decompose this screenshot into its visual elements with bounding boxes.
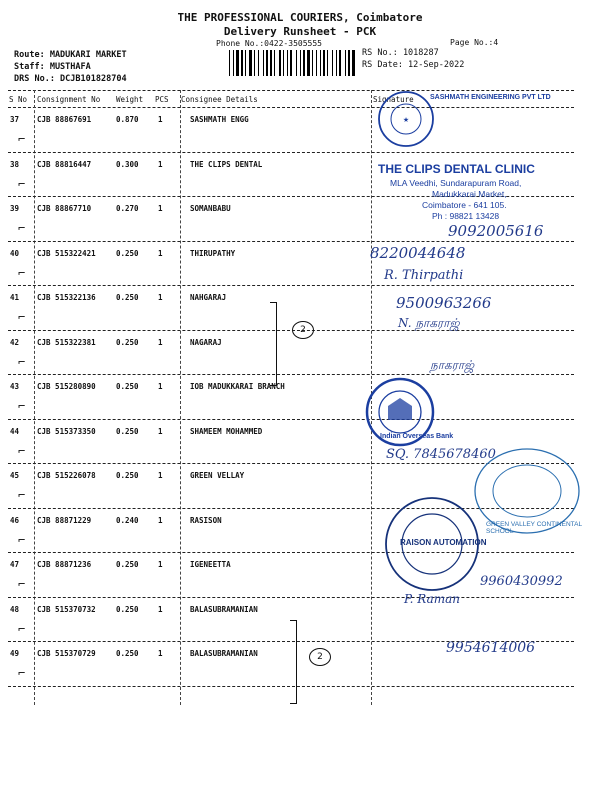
- row-consignee: THIRUPATHY: [190, 248, 236, 258]
- check-mark: ⌐: [18, 621, 26, 636]
- clinic-stamp-phone: Ph : 98821 13428: [432, 211, 500, 221]
- rs-date: RS Date: 12-Sep-2022: [362, 60, 465, 70]
- col-divider: [34, 90, 35, 705]
- barcode: [229, 50, 355, 76]
- row-divider: [8, 374, 574, 375]
- row-pcs: 1: [158, 293, 163, 302]
- row-sno: 48: [10, 604, 20, 614]
- check-mark: ⌐: [18, 310, 26, 324]
- col-header-weight: Weight: [116, 95, 144, 104]
- row-consignee: SOMANBABU: [190, 204, 231, 213]
- row-pcs: 1: [158, 560, 163, 569]
- row-divider: [8, 597, 574, 598]
- check-mark: ⌐: [18, 443, 26, 458]
- row-consignment-no: CJB 88867710: [37, 204, 92, 213]
- row-sno: 44: [10, 426, 20, 436]
- handwritten-phone: 9954614006: [446, 640, 536, 656]
- row-consignee: NAHGARAJ: [190, 293, 227, 302]
- row-consignee: RASISON: [190, 515, 222, 525]
- row-weight: 0.250: [116, 293, 139, 302]
- row-weight: 0.250: [116, 649, 139, 658]
- col-header-signature: Signature: [373, 95, 414, 104]
- page-number: Page No.:4: [450, 38, 499, 47]
- staff-label: Staff: MUSTHAFA: [14, 62, 91, 72]
- row-weight: 0.240: [116, 515, 139, 525]
- col-header-pcs: PCS: [155, 95, 169, 104]
- row-pcs: 1: [158, 471, 163, 480]
- clinic-stamp-name: THE CLIPS DENTAL CLINIC: [378, 162, 535, 176]
- check-mark: ⌐: [18, 577, 26, 591]
- row-divider: [8, 552, 574, 553]
- row-consignment-no: CJB 88871229: [37, 515, 92, 525]
- handwritten-phone: 9092005616: [448, 222, 544, 240]
- row-consignment-no: CJB 88871236: [37, 560, 92, 569]
- handwritten-phone: SQ. 7845678460: [386, 447, 496, 462]
- row-sno: 39: [10, 204, 20, 213]
- row-consignment-no: CJB 515280890: [37, 382, 96, 391]
- row-sno: 47: [10, 560, 20, 569]
- row-pcs: 1: [158, 159, 163, 169]
- clinic-stamp-address1: MLA Veedhi, Sundarapuram Road,: [390, 178, 522, 188]
- check-mark: ⌐: [18, 265, 26, 280]
- circled-count: 2: [309, 648, 331, 666]
- sashmath-seal-text: SASHMATH ENGINEERING PVT LTD: [430, 94, 551, 101]
- row-weight: 0.270: [116, 204, 139, 213]
- check-mark: ⌐: [18, 666, 26, 680]
- row-pcs: 1: [158, 382, 163, 391]
- row-divider: [8, 241, 574, 242]
- check-mark: ⌐: [18, 176, 26, 191]
- row-consignee: BALASUBRAMANIAN: [190, 604, 258, 614]
- company-title: THE PROFESSIONAL COURIERS, Coimbatore: [177, 11, 423, 24]
- row-divider: [8, 152, 574, 153]
- col-divider: [180, 90, 181, 705]
- handwritten-signature: R. Thirpathi: [384, 268, 464, 283]
- circled-count: 2: [292, 321, 314, 339]
- row-divider: [8, 330, 574, 331]
- table-top-rule: [8, 90, 574, 91]
- clinic-stamp-address3: Coimbatore - 641 105.: [422, 200, 507, 210]
- route-label: Route: MADUKARI MARKET: [14, 50, 127, 60]
- col-header-consignee: Consignee Details: [181, 95, 258, 104]
- row-sno: 46: [10, 515, 20, 525]
- group-bracket: [290, 620, 297, 704]
- handwritten-phone: 8220044648: [370, 244, 466, 262]
- row-consignment-no: CJB 515322381: [37, 337, 96, 347]
- col-header-consignment: Consignment No: [37, 95, 101, 104]
- rs-number: RS No.: 1018287: [362, 48, 439, 58]
- row-consignee: THE CLIPS DENTAL: [190, 159, 263, 169]
- row-consignment-no: CJB 515373350: [37, 426, 96, 436]
- row-consignee: NAGARAJ: [190, 337, 222, 347]
- col-header-sno: S No: [9, 95, 28, 104]
- row-pcs: 1: [158, 604, 163, 614]
- row-consignee: BALASUBRAMANIAN: [190, 649, 258, 658]
- row-consignment-no: CJB 515370732: [37, 604, 96, 614]
- row-weight: 0.250: [116, 471, 139, 480]
- row-consignment-no: CJB 515322421: [37, 248, 96, 258]
- row-weight: 0.870: [116, 115, 139, 124]
- row-consignee: SASHMATH ENGG: [190, 115, 249, 124]
- row-weight: 0.300: [116, 159, 139, 169]
- svg-text:★: ★: [402, 117, 410, 124]
- row-divider: [8, 285, 574, 286]
- row-consignment-no: CJB 515226078: [37, 471, 96, 480]
- row-consignee: IOB MADUKKARAI BRANCH: [190, 382, 285, 391]
- row-pcs: 1: [158, 337, 163, 347]
- row-sno: 43: [10, 382, 20, 391]
- check-mark: ⌐: [18, 221, 26, 235]
- phone-number: Phone No.:0422-3505555: [216, 39, 322, 48]
- check-mark: ⌐: [18, 354, 26, 369]
- row-weight: 0.250: [116, 248, 139, 258]
- row-pcs: 1: [158, 426, 163, 436]
- handwritten-signature: N. நாகராஜ்: [398, 316, 460, 330]
- row-consignee: SHAMEEM MOHAMMED: [190, 426, 263, 436]
- row-weight: 0.250: [116, 426, 139, 436]
- row-consignment-no: CJB 88816447: [37, 159, 92, 169]
- row-sno: 45: [10, 471, 20, 480]
- check-mark: ⌐: [18, 132, 26, 146]
- row-consignee: GREEN VELLAY: [190, 471, 245, 480]
- green-valley-seal-text: GREEN VALLEY CONTINENTAL SCHOOL: [486, 521, 582, 535]
- table-header-rule: [8, 107, 574, 108]
- row-weight: 0.250: [116, 560, 139, 569]
- check-mark: ⌐: [18, 399, 26, 413]
- row-consignment-no: CJB 515370729: [37, 649, 96, 658]
- clinic-stamp-address2: Madukkarai Market,: [432, 189, 507, 199]
- row-sno: 37: [10, 115, 20, 124]
- row-sno: 42: [10, 337, 20, 347]
- row-sno: 38: [10, 159, 20, 169]
- check-mark: ⌐: [18, 488, 26, 502]
- handwritten-phone: 9960430992: [480, 574, 563, 589]
- row-pcs: 1: [158, 649, 163, 658]
- row-pcs: 1: [158, 248, 163, 258]
- handwritten-phone: 9500963266: [396, 294, 492, 312]
- row-weight: 0.250: [116, 337, 139, 347]
- handwritten-signature: P. Raman: [404, 592, 460, 606]
- row-consignee: IGENEETTA: [190, 560, 231, 569]
- row-consignment-no: CJB 515322136: [37, 293, 96, 302]
- row-divider: [8, 419, 574, 420]
- row-pcs: 1: [158, 515, 163, 525]
- row-pcs: 1: [158, 115, 163, 124]
- check-mark: ⌐: [18, 532, 26, 547]
- document-subtitle: Delivery Runsheet - PCK: [223, 25, 377, 38]
- group-bracket: [270, 302, 277, 386]
- row-weight: 0.250: [116, 382, 139, 391]
- row-sno: 41: [10, 293, 20, 302]
- raison-seal-text: RAISON AUTOMATION: [400, 538, 487, 547]
- drs-number: DRS No.: DCJB101828704: [14, 74, 127, 84]
- row-sno: 40: [10, 248, 20, 258]
- row-sno: 49: [10, 649, 20, 658]
- row-pcs: 1: [158, 204, 163, 213]
- iob-seal-text: Indian Overseas Bank: [380, 433, 454, 440]
- row-weight: 0.250: [116, 604, 139, 614]
- handwritten-signature: நாகராஜ்: [430, 358, 475, 372]
- row-consignment-no: CJB 88867691: [37, 115, 92, 124]
